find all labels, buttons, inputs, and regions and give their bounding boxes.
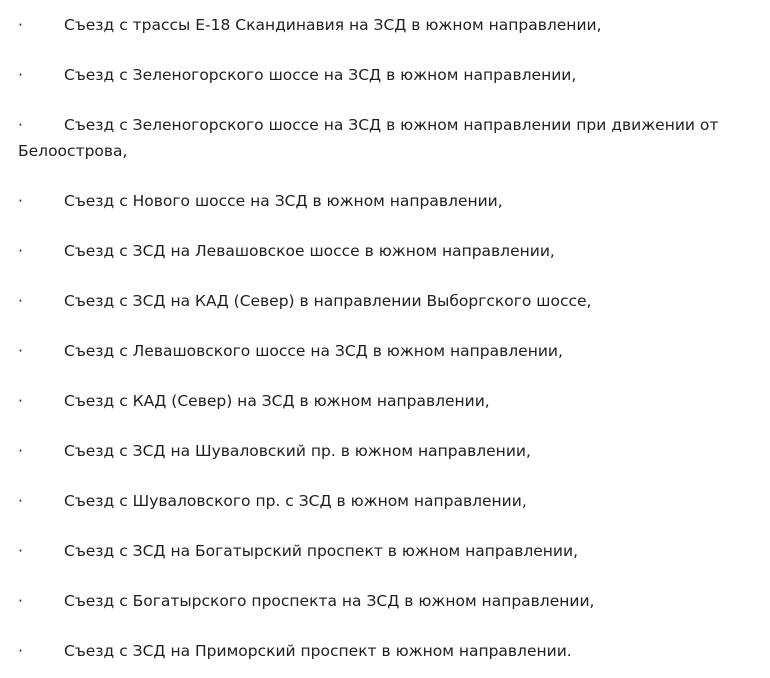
bullet-marker: · <box>18 492 23 510</box>
list-item <box>0 338 770 364</box>
bullet-marker: · <box>18 242 23 260</box>
list-item <box>0 588 770 614</box>
list-item <box>0 638 770 664</box>
list-item <box>0 388 770 414</box>
bullet-marker: · <box>18 192 23 210</box>
list-item-text: Съезд с КАД (Север) на ЗСД в южном направлении, <box>64 392 490 410</box>
list-item-text: Съезд с ЗСД на Приморский проспект в южном направлении. <box>64 642 572 660</box>
list-item-text: Съезд с Зеленогорского шоссе на ЗСД в южном направлении при движении от Белоострова, <box>18 116 719 160</box>
list-item-text: Съезд с Шуваловского пр. с ЗСД в южном направлении, <box>64 492 527 510</box>
list-item-text: Съезд с ЗСД на КАД (Север) в направлении Выборгского шоссе, <box>64 292 592 310</box>
bullet-marker: · <box>18 342 23 360</box>
list-item-text: Съезд с Богатырского проспекта на ЗСД в южном направлении, <box>64 592 595 610</box>
bullet-marker: · <box>18 592 23 610</box>
list-item <box>0 238 770 264</box>
bullet-marker: · <box>18 642 23 660</box>
bullet-marker: · <box>18 116 23 134</box>
list-item-text: Съезд с трассы Е-18 Скандинавия на ЗСД в южном направлении, <box>64 16 602 34</box>
exit-list <box>0 12 770 664</box>
bullet-marker: · <box>18 66 23 84</box>
list-item <box>0 112 770 164</box>
list-item <box>0 438 770 464</box>
bullet-marker: · <box>18 292 23 310</box>
list-item <box>0 188 770 214</box>
bullet-marker: · <box>18 392 23 410</box>
list-item <box>0 62 770 88</box>
list-item-text: Съезд с Левашовского шоссе на ЗСД в южном направлении, <box>64 342 563 360</box>
list-item-text: Съезд с Зеленогорского шоссе на ЗСД в южном направлении, <box>64 66 577 84</box>
list-item-text: Съезд с Нового шоссе на ЗСД в южном направлении, <box>64 192 503 210</box>
list-item <box>0 488 770 514</box>
bullet-marker: · <box>18 542 23 560</box>
list-item-text: Съезд с ЗСД на Богатырский проспект в южном направлении, <box>64 542 578 560</box>
list-item <box>0 538 770 564</box>
list-item-text: Съезд с ЗСД на Шуваловский пр. в южном направлении, <box>64 442 531 460</box>
bullet-marker: · <box>18 16 23 34</box>
list-item <box>0 12 770 38</box>
list-item-text: Съезд с ЗСД на Левашовское шоссе в южном направлении, <box>64 242 555 260</box>
list-item <box>0 288 770 314</box>
bullet-marker: · <box>18 442 23 460</box>
